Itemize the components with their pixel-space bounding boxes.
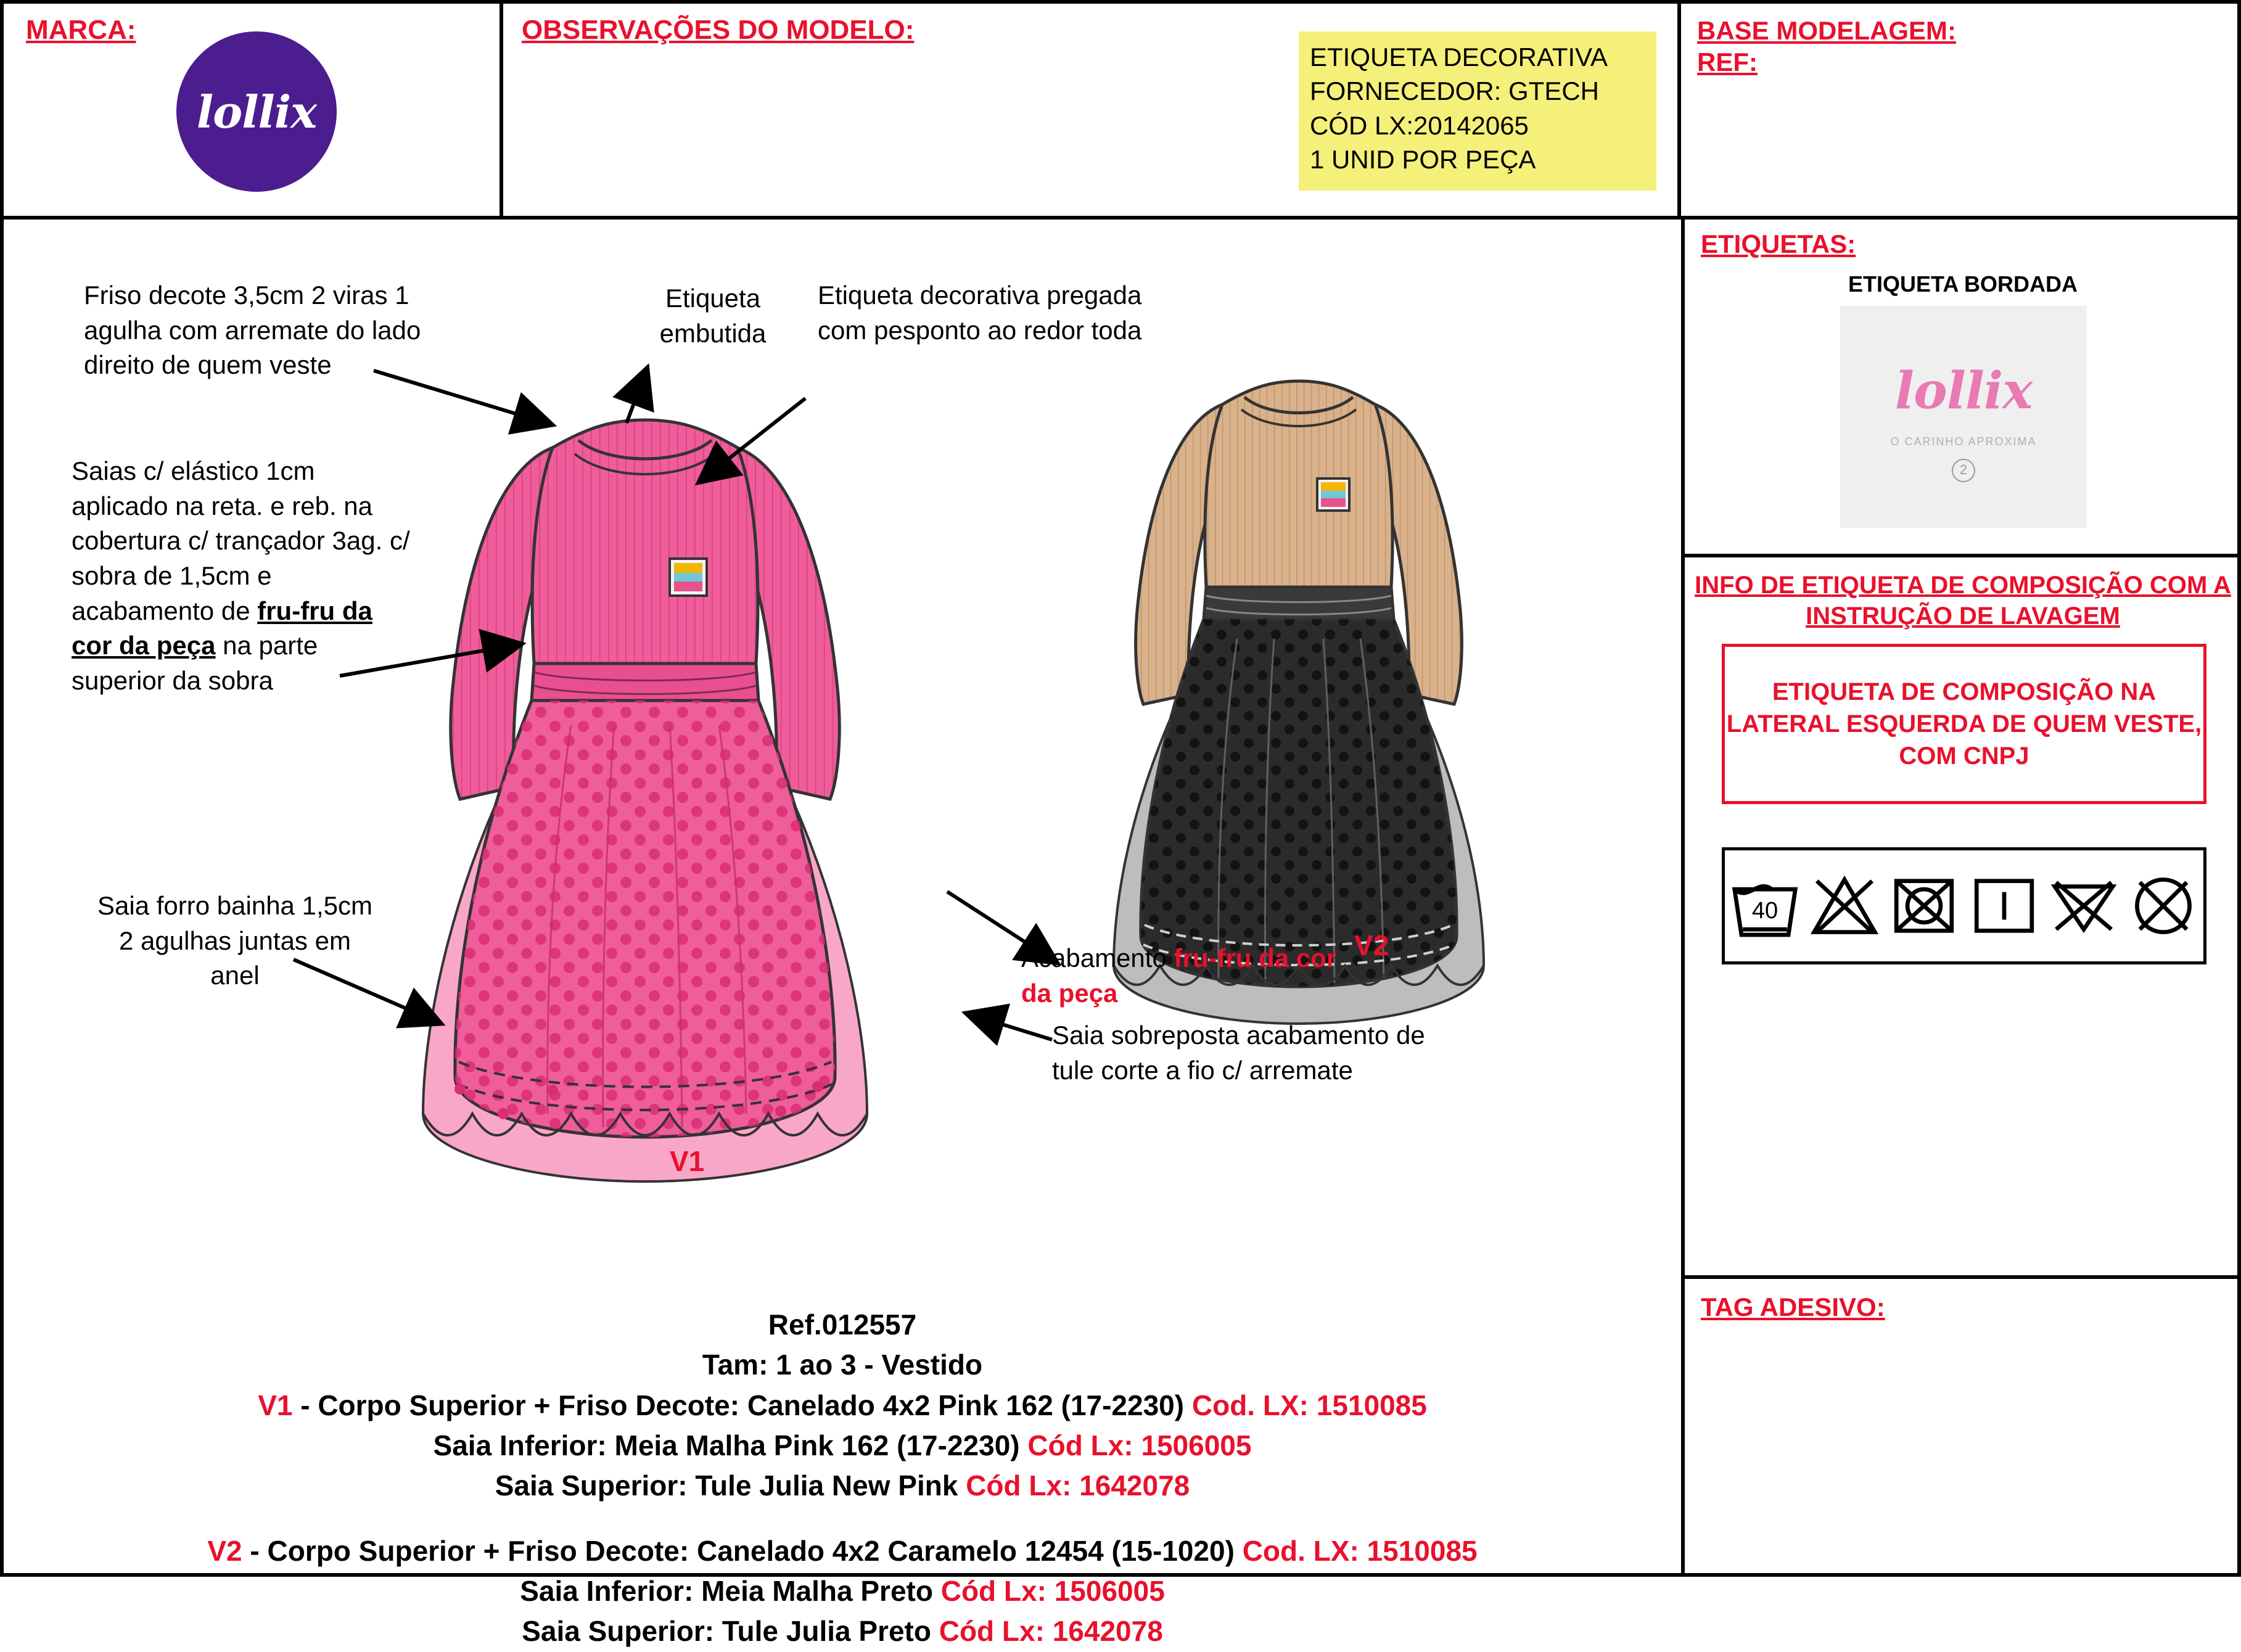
- no-dry-clean-icon: [2049, 871, 2118, 940]
- right-column: [1681, 220, 2241, 1573]
- spec-spacer: [4, 1506, 1681, 1531]
- marca-cell: [4, 4, 503, 220]
- brand-logo: [176, 31, 337, 192]
- spec-v1-line1-code: Cod. LX: 1510085: [1191, 1389, 1427, 1421]
- spec-v2-line1: [4, 1531, 1681, 1571]
- ref-label: REF:: [1697, 47, 1758, 77]
- note-acabamento-plain: Acabamento: [1021, 943, 1174, 972]
- yellow-note-line-4: 1 UNID POR PEÇA: [1310, 145, 1536, 175]
- spec-ref: Ref.012557: [768, 1309, 917, 1341]
- spec-tam: Tam: 1 ao 3 - Vestido: [702, 1349, 983, 1381]
- brand-logo-text: lollix: [196, 85, 317, 138]
- observacoes-label: OBSERVAÇÕES DO MODELO:: [522, 15, 915, 45]
- spec-v2-line2-code: Cód Lx: 1506005: [940, 1574, 1165, 1607]
- note-acabamento-fru-fru: [1021, 941, 1367, 1011]
- etiqueta-bordada-image: [1840, 306, 2087, 528]
- spec-v1-line2-code: Cód Lx: 1506005: [1027, 1429, 1252, 1461]
- observacoes-cell: [503, 4, 1681, 220]
- label-v2: V2: [1354, 929, 1389, 961]
- note-friso-decote: Friso decote 3,5cm 2 viras 1 agulha com arremate do lado direito de quem veste: [84, 281, 421, 380]
- note-acabamento-red: fru-fru da cor da peça: [1021, 943, 1337, 1008]
- marca-label: MARCA:: [26, 15, 136, 45]
- header-band: [4, 4, 2237, 220]
- spec-v2-line3-code: Cód Lx: 1642078: [939, 1615, 1163, 1648]
- spec-v2-line2: [4, 1571, 1681, 1611]
- composicao-box: [1722, 644, 2206, 804]
- spec-v1-line2-text: Saia Inferior: Meia Malha Pink 162 (17-2230): [433, 1429, 1028, 1461]
- spec-text-block: [4, 1305, 1681, 1652]
- care-symbols-box: [1722, 847, 2206, 964]
- spec-v2-line1-text: - Corpo Superior + Friso Decote: Canelado 4x2 Caramelo 12454 (15-1020): [242, 1534, 1243, 1567]
- base-modelagem-title: BASE MODELAGEM:: [1697, 16, 1956, 45]
- note-saia-forro: Saia forro bainha 1,5cm 2 agulhas juntas em anel: [97, 891, 372, 990]
- spec-v1-line3: [4, 1466, 1681, 1506]
- spec-v1-line1: [4, 1386, 1681, 1426]
- etiqueta-tagline: O CARINHO APROXIMA: [1890, 435, 2037, 448]
- no-wring-icon: [2129, 871, 2198, 940]
- wash-40-icon: [1730, 871, 1799, 940]
- label-v1: V1: [670, 1145, 705, 1177]
- spec-v1-line3-code: Cód Lx: 1642078: [966, 1469, 1190, 1502]
- note-etiqueta-decorativa: Etiqueta decorativa pregada com pesponto ao redor toda: [818, 281, 1142, 345]
- no-tumble-dry-icon: [1889, 871, 1959, 940]
- note-saias-fru-fru: fru-fru da cor da peça: [72, 596, 372, 660]
- base-modelagem-label: [1697, 15, 1956, 78]
- spec-v1-line2: [4, 1426, 1681, 1466]
- spec-v1-tag: V1: [258, 1389, 293, 1421]
- no-bleach-icon: [1810, 871, 1879, 940]
- yellow-note-line-1: ETIQUETA DECORATIVA: [1310, 43, 1608, 72]
- note-saia-sobreposta: Saia sobreposta acabamento de tule corte a fio c/ arremate: [1052, 1021, 1425, 1085]
- yellow-note-line-2: FORNECEDOR: GTECH: [1310, 76, 1600, 106]
- spec-v1-line1-text: - Corpo Superior + Friso Decote: Canelado 4x2 Pink 162 (17-2230): [292, 1389, 1192, 1421]
- spec-v2-tag: V2: [207, 1534, 242, 1567]
- info-composicao-title: INFO DE ETIQUETA DE COMPOSIÇÃO COM A INSTRUÇÃO DE LAVAGEM: [1695, 572, 2231, 630]
- etiqueta-decorativa-note: [1299, 31, 1656, 191]
- yellow-note-line-3: CÓD LX:20142065: [1310, 110, 1529, 140]
- note-etiqueta-embutida: Etiqueta embutida: [659, 284, 767, 348]
- spec-v1-line3-text: Saia Superior: Tule Julia New Pink: [495, 1469, 966, 1502]
- spec-v2-line3: [4, 1611, 1681, 1651]
- spec-v2-line1-code: Cod. LX: 1510085: [1242, 1534, 1478, 1567]
- composicao-text: ETIQUETA DE COMPOSIÇÃO NA LATERAL ESQUERDA DE QUEM VESTE, COM CNPJ: [1726, 678, 2202, 770]
- etiqueta-size-number: 2: [1840, 459, 2087, 482]
- spec-v2-line2-text: Saia Inferior: Meia Malha Preto: [520, 1574, 941, 1607]
- tag-adesivo-section: [1685, 1279, 2241, 1573]
- iron-low-icon: [1970, 871, 2039, 940]
- etiquetas-section: [1685, 220, 2241, 557]
- base-modelagem-cell: [1681, 4, 2241, 220]
- tag-adesivo-label: TAG ADESIVO:: [1701, 1292, 1885, 1321]
- main-drawing-area: [4, 220, 1681, 1648]
- note-saias-part2: na parte superior da sobra: [72, 631, 318, 696]
- spec-v2-line3-text: Saia Superior: Tule Julia Preto: [522, 1615, 939, 1648]
- etiquetas-label: ETIQUETAS:: [1701, 229, 1856, 258]
- etiqueta-bordada-label: ETIQUETA BORDADA: [1848, 271, 2078, 297]
- svg-text:40: 40: [1751, 898, 1778, 924]
- info-composicao-section: [1685, 557, 2241, 1279]
- etiqueta-logo-text: lollix: [1894, 361, 2033, 421]
- note-saias-part1: Saias c/ elástico 1cm aplicado na reta. e reb. na cobertura c/ trançador 3ag. c/ sobra de 1,5cm e acabamento de: [72, 456, 410, 625]
- note-saias-elastico: [72, 454, 417, 699]
